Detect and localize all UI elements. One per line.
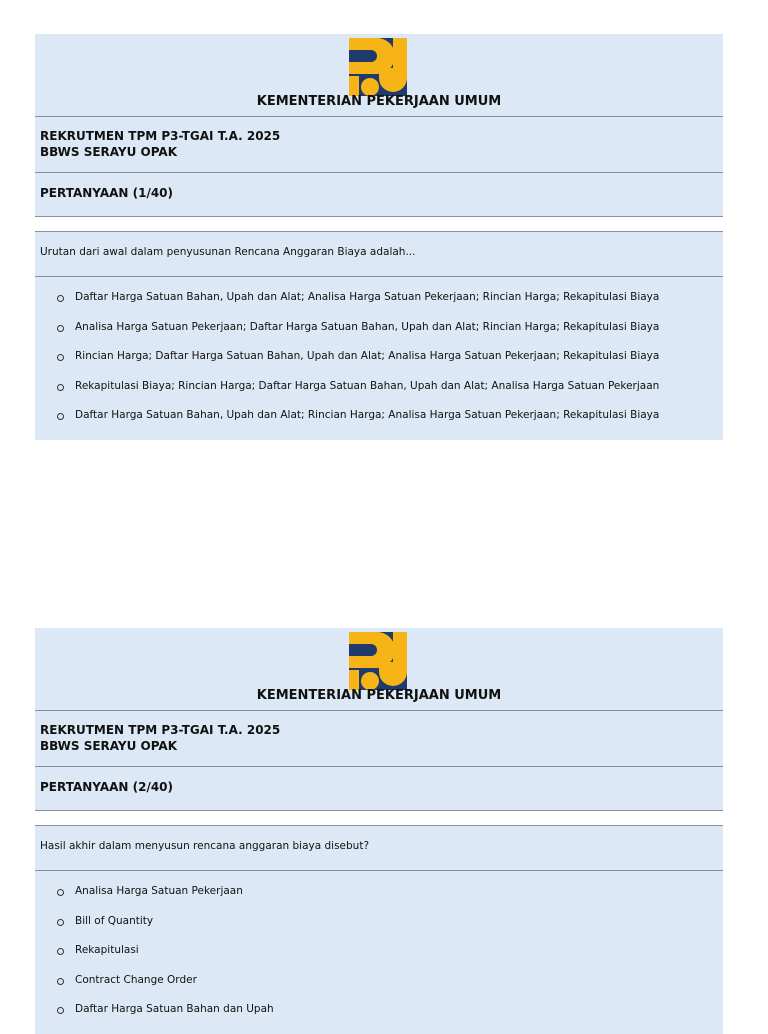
question-text: Urutan dari awal dalam penyusunan Rencana Anggaran Biaya adalah... <box>40 246 416 258</box>
recruitment-info <box>35 711 723 766</box>
answer-options <box>35 871 723 1034</box>
radio-circle-icon[interactable] <box>57 978 64 985</box>
answer-option-label: Bill of Quantity <box>75 914 154 927</box>
answer-option[interactable] <box>57 375 723 405</box>
card-header <box>35 34 723 116</box>
recruitment-unit: BBWS SERAYU OPAK <box>40 739 178 753</box>
answer-option-label: Rekapitulasi <box>75 944 139 956</box>
radio-circle-icon[interactable] <box>57 354 64 361</box>
radio-circle-icon[interactable] <box>57 1007 64 1014</box>
answer-option-label: Contract Change Order <box>75 973 197 986</box>
answer-option[interactable] <box>57 316 723 346</box>
answer-option-label: Daftar Harga Satuan Bahan dan Upah <box>75 1003 274 1015</box>
radio-circle-icon[interactable] <box>57 325 64 332</box>
radio-circle-icon[interactable] <box>57 413 64 420</box>
answer-option[interactable] <box>57 939 723 969</box>
recruitment-title: REKRUTMEN TPM P3-TGAI T.A. 2025 <box>40 723 281 737</box>
answer-option-label: Daftar Harga Satuan Bahan, Upah dan Alat; Rincian Harga; Analisa Harga Satuan Pekerjaan; Rekapitulasi Biaya <box>75 409 660 421</box>
radio-circle-icon[interactable] <box>57 295 64 302</box>
card-header <box>35 628 723 710</box>
recruitment-title: REKRUTMEN TPM P3-TGAI T.A. 2025 <box>40 129 281 143</box>
radio-circle-icon[interactable] <box>57 919 64 926</box>
question-card-1 <box>35 34 723 440</box>
answer-option-label: Rekapitulasi Biaya; Rincian Harga; Daftar Harga Satuan Bahan, Upah dan Alat; Analisa Harga Satuan Pekerjaan <box>75 379 660 392</box>
spacer <box>35 811 723 825</box>
answer-option-label: Analisa Harga Satuan Pekerjaan <box>75 885 243 897</box>
answer-options <box>35 277 723 440</box>
question-number: PERTANYAAN (2/40) <box>40 780 174 794</box>
radio-circle-icon[interactable] <box>57 889 64 896</box>
pu-logo-icon <box>349 632 407 690</box>
answer-option[interactable] <box>57 969 723 999</box>
spacer <box>35 217 723 231</box>
answer-option[interactable] <box>57 910 723 940</box>
recruitment-info <box>35 117 723 172</box>
pu-logo-icon <box>349 38 407 96</box>
answer-option[interactable] <box>57 998 723 1028</box>
answer-option[interactable] <box>57 404 723 434</box>
answer-option-label: Rincian Harga; Daftar Harga Satuan Bahan, Upah dan Alat; Analisa Harga Satuan Pekerjaan; Rekapitulasi Biaya <box>75 350 660 362</box>
radio-circle-icon[interactable] <box>57 948 64 955</box>
agency-title: KEMENTERIAN PEKERJAAN UMUM <box>256 688 502 703</box>
answer-option[interactable] <box>57 286 723 316</box>
answer-option[interactable] <box>57 345 723 375</box>
recruitment-unit: BBWS SERAYU OPAK <box>40 145 178 159</box>
question-number: PERTANYAAN (1/40) <box>40 186 174 200</box>
agency-title: KEMENTERIAN PEKERJAAN UMUM <box>256 94 502 109</box>
question-text: Hasil akhir dalam menyusun rencana anggaran biaya disebut? <box>40 840 370 852</box>
answer-option-label: Daftar Harga Satuan Bahan, Upah dan Alat; Analisa Harga Satuan Pekerjaan; Rincian Harga; Rekapitulasi Biaya <box>75 291 660 303</box>
answer-option-label: Analisa Harga Satuan Pekerjaan; Daftar Harga Satuan Bahan, Upah dan Alat; Rincian Harga; Rekapitulasi Biaya <box>75 320 660 333</box>
radio-circle-icon[interactable] <box>57 384 64 391</box>
answer-option[interactable] <box>57 880 723 910</box>
question-card-2 <box>35 628 723 1034</box>
